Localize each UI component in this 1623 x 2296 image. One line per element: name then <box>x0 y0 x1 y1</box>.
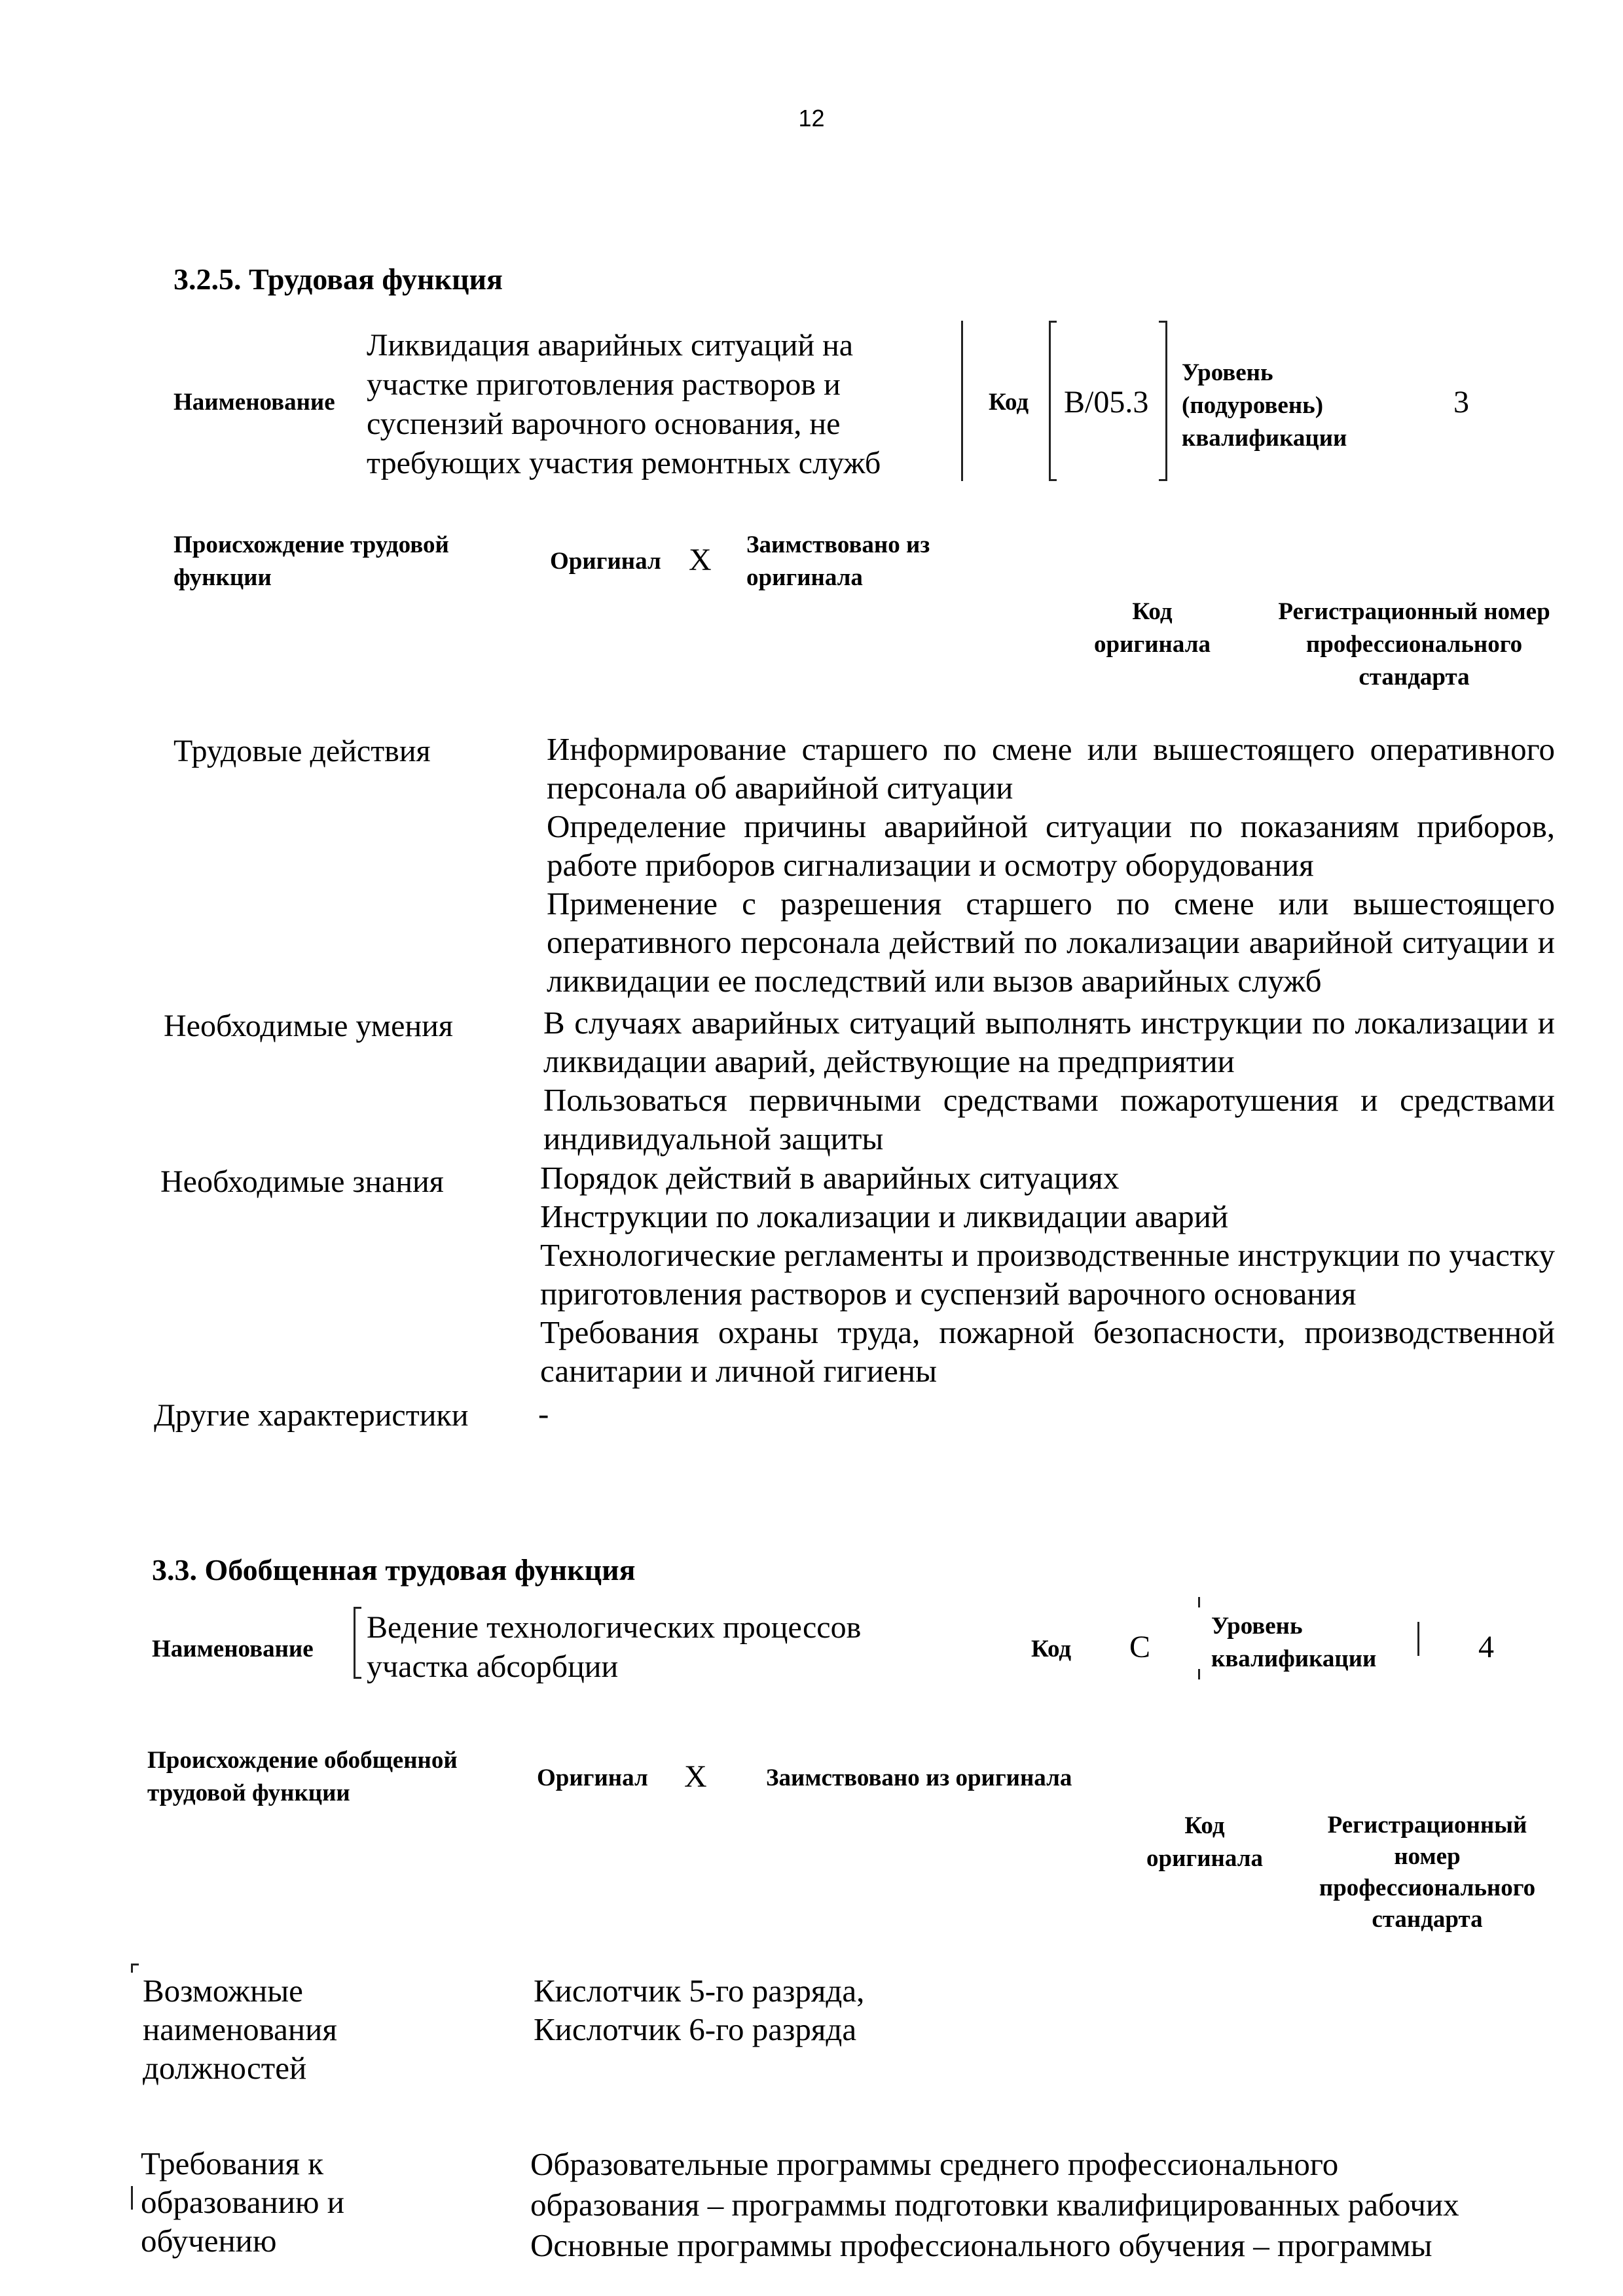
row-label-knowledge: Необходимые знания <box>160 1164 444 1199</box>
knowledge-list <box>540 1158 1555 1390</box>
reg-number-line: стандарта <box>1372 1906 1483 1933</box>
origin-label-line: Происхождение обобщенной <box>147 1747 458 1774</box>
positions-label <box>143 1971 337 2087</box>
level-value-325: 3 <box>1453 385 1469 420</box>
divider <box>1049 479 1057 481</box>
original-label-325: Оригинал <box>550 548 661 575</box>
divider <box>1159 479 1167 481</box>
origin-label-line: функции <box>173 564 272 591</box>
row-label-labor-actions: Трудовые действия <box>173 734 431 768</box>
list-item: Информирование старшего по смене или вышестоящего оперативного персонала об аварийной ситуации <box>547 731 1555 806</box>
divider <box>1165 321 1167 481</box>
orig-code-label-325 <box>1061 596 1244 661</box>
function-name-line: требующих участия ремонтных служб <box>367 446 881 480</box>
section-title-33: 3.3. Обобщенная трудовая функция <box>152 1553 636 1587</box>
skills-list <box>543 1003 1555 1158</box>
list-item: Требования охраны труда, пожарной безопасности, производственной санитарии и личной гигиены <box>540 1314 1555 1389</box>
education-label-line: образованию и <box>141 2184 345 2220</box>
divider <box>354 1607 356 1679</box>
labor-actions-list <box>547 730 1555 1000</box>
list-item: Порядок действий в аварийных ситуациях <box>540 1160 1120 1196</box>
name-label-33: Наименование <box>152 1636 314 1662</box>
divider <box>354 1607 361 1609</box>
divider <box>1198 1597 1200 1607</box>
borrowed-label-325 <box>746 529 930 594</box>
function-name-33 <box>367 1608 956 1687</box>
level-label-line: Уровень <box>1211 1613 1303 1640</box>
level-label-line: квалификации <box>1211 1645 1377 1672</box>
function-name-line: суспензий варочного основания, не <box>367 406 841 441</box>
origin-label-line: Происхождение трудовой <box>173 531 449 558</box>
list-item: Кислотчик 5-го разряда, <box>534 1973 865 2009</box>
list-item: Технологические регламенты и производственные инструкции по участку приготовления растворов и суспензий варочного основания <box>540 1237 1555 1312</box>
other-value: - <box>538 1395 549 1431</box>
reg-number-line: профессионального <box>1305 631 1523 658</box>
positions-list <box>534 1971 864 2049</box>
original-mark-33: X <box>684 1759 707 1794</box>
level-value-33: 4 <box>1478 1630 1494 1664</box>
function-name-line: участке приготовления растворов и <box>367 367 841 402</box>
divider <box>1417 1622 1419 1656</box>
reg-number-label-33 <box>1303 1810 1552 1935</box>
divider <box>354 1677 361 1679</box>
orig-code-line: оригинала <box>1094 631 1211 658</box>
section-title-325: 3.2.5. Трудовая функция <box>173 262 503 296</box>
borrowed-line: Заимствовано из <box>746 531 930 558</box>
list-item: Основные программы профессионального обучения – программы <box>530 2227 1432 2263</box>
origin-label-325 <box>173 529 449 594</box>
function-name-325 <box>367 326 956 483</box>
function-name-line: Ведение технологических процессов <box>367 1610 862 1645</box>
positions-label-line: Возможные <box>143 1973 303 2009</box>
list-item: Инструкции по локализации и ликвидации аварий <box>540 1198 1229 1234</box>
function-name-line: участка абсорбции <box>367 1649 619 1684</box>
level-label-325 <box>1182 357 1347 455</box>
code-value-33: C <box>1129 1630 1151 1664</box>
reg-number-line: стандарта <box>1359 664 1470 691</box>
level-label-33 <box>1211 1610 1376 1676</box>
list-item: Применение с разрешения старшего по смене или вышестоящего оперативного персонала действий по локализации аварийной ситуации и ликвидации ее последствий или вызов аварийных служб <box>547 886 1555 999</box>
education-list <box>530 2144 1459 2266</box>
divider <box>1049 321 1057 323</box>
reg-number-label-325 <box>1257 596 1571 694</box>
reg-number-line: профессионального <box>1319 1874 1536 1901</box>
orig-code-line: Код <box>1132 598 1173 625</box>
reg-number-line: Регистрационный <box>1327 1812 1527 1839</box>
function-name-line: Ликвидация аварийных ситуаций на <box>367 328 854 363</box>
level-label-line: (подуровень) <box>1182 392 1324 419</box>
orig-code-label-33 <box>1126 1810 1283 1875</box>
origin-label-33 <box>147 1744 458 1810</box>
name-label-325: Наименование <box>173 389 335 416</box>
divider <box>1198 1669 1200 1679</box>
orig-code-line: оригинала <box>1146 1845 1263 1872</box>
code-label-325: Код <box>989 389 1029 416</box>
row-label-other: Другие характеристики <box>154 1398 469 1433</box>
borrowed-line: оригинала <box>746 564 863 591</box>
list-item: В случаях аварийных ситуаций выполнять инструкции по локализации и ликвидации аварий, действующие на предприятии <box>543 1005 1555 1079</box>
list-item: Образовательные программы среднего профессионального <box>530 2146 1339 2182</box>
list-item: образования – программы подготовки квалифицированных рабочих <box>530 2187 1459 2223</box>
page-number: 12 <box>798 105 825 132</box>
list-item: Пользоваться первичными средствами пожаротушения и средствами индивидуальной защиты <box>543 1082 1555 1157</box>
reg-number-line: Регистрационный номер <box>1278 598 1550 625</box>
code-label-33: Код <box>1031 1636 1072 1662</box>
orig-code-line: Код <box>1184 1812 1225 1839</box>
divider <box>131 1964 133 1973</box>
reg-number-line: номер <box>1394 1843 1461 1870</box>
divider <box>131 2186 133 2210</box>
original-label-33: Оригинал <box>537 1765 648 1791</box>
level-label-line: квалификации <box>1182 425 1347 452</box>
original-mark-325: X <box>689 543 712 577</box>
list-item: Кислотчик 6-го разряда <box>534 2011 857 2047</box>
divider <box>961 321 963 481</box>
education-label-line: обучению <box>141 2223 277 2259</box>
divider <box>1049 321 1051 481</box>
level-label-line: Уровень <box>1182 359 1273 386</box>
divider <box>1159 321 1167 323</box>
code-value-325: B/05.3 <box>1064 385 1149 420</box>
education-label-line: Требования к <box>141 2145 324 2181</box>
row-label-skills: Необходимые умения <box>164 1009 453 1043</box>
education-label <box>141 2144 344 2260</box>
positions-label-line: наименования <box>143 2011 337 2047</box>
list-item: Определение причины аварийной ситуации по показаниям приборов, работе приборов сигнализации и осмотру оборудования <box>547 808 1555 883</box>
origin-label-line: трудовой функции <box>147 1780 350 1806</box>
positions-label-line: должностей <box>143 2050 307 2086</box>
borrowed-label-33: Заимствовано из оригинала <box>766 1765 1072 1791</box>
